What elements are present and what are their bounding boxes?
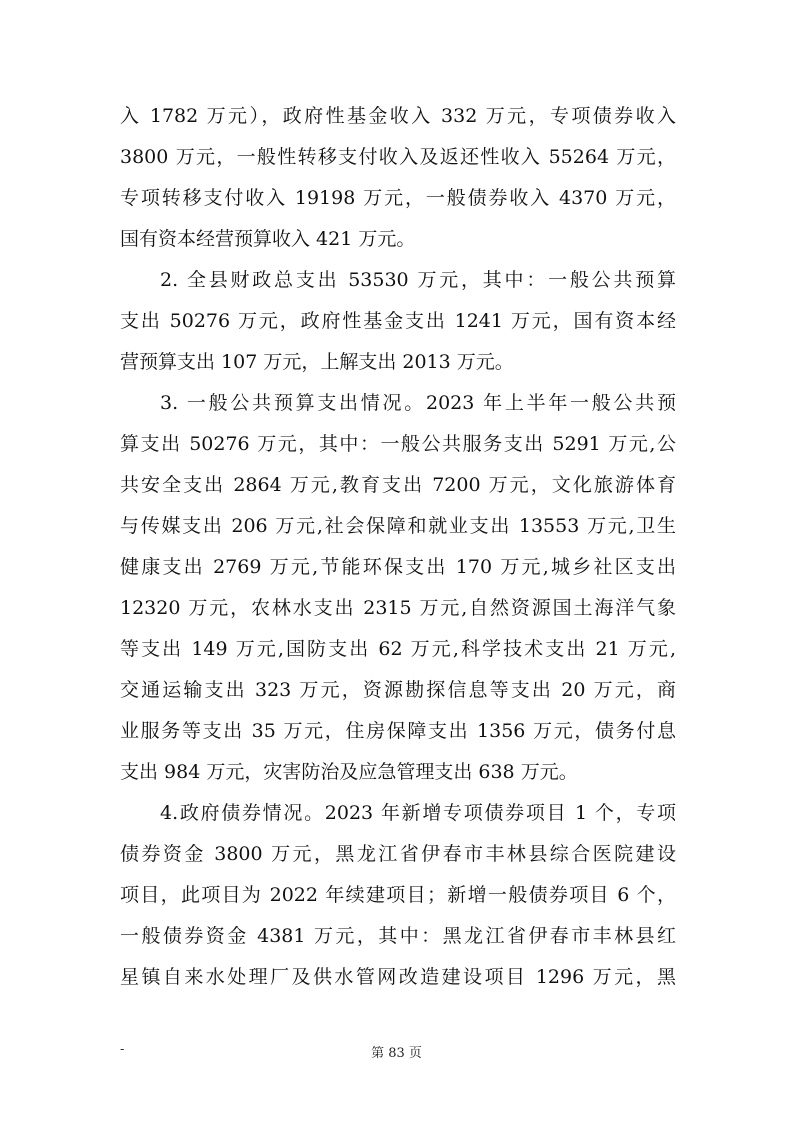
text-line: 国有资本经营预算收入 421 万元。 [120, 228, 416, 250]
text-line: 2. 全县财政总支出 53530 万元，其中：一般公共预算 [160, 269, 676, 291]
page-footer [0, 1042, 793, 1066]
text-line: 等支出 149 万元,国防支出 62 万元,科学技术支出 21 万元, [120, 638, 676, 660]
text-line: 交通运输支出 323 万元，资源勘探信息等支出 20 万元，商 [120, 679, 676, 701]
page-number: 第 83 页 [371, 1046, 422, 1061]
text-line: 3800 万元，一般性转移支付收入及返还性收入 55264 万元， [120, 146, 676, 168]
text-line: 4.政府债券情况。2023 年新增专项债券项目 1 个，专项 [160, 802, 676, 824]
footer-mark: - [120, 1042, 125, 1057]
paragraph [120, 383, 676, 793]
text-line: 项目，此项目为 2022 年续建项目；新增一般债券项目 6 个， [120, 884, 676, 906]
text-line: 支出 50276 万元，政府性基金支出 1241 万元，国有资本经 [120, 310, 676, 332]
text-line: 12320 万元，农林水支出 2315 万元,自然资源国土海洋气象 [120, 597, 676, 619]
text-line: 与传媒支出 206 万元,社会保障和就业支出 13553 万元,卫生 [120, 515, 676, 537]
text-line: 算支出 50276 万元，其中：一般公共服务支出 5291 万元,公 [120, 433, 676, 455]
paragraph [120, 793, 676, 998]
text-line: 一般债券资金 4381 万元，其中：黑龙江省伊春市丰林县红 [120, 925, 676, 947]
text-line: 营预算支出 107 万元，上解支出 2013 万元。 [120, 351, 514, 373]
paragraph [120, 260, 676, 383]
text-line: 共安全支出 2864 万元,教育支出 7200 万元，文化旅游体育 [120, 474, 676, 496]
text-line: 支出 984 万元，灾害防治及应急管理支出 638 万元。 [120, 761, 578, 783]
document-body [120, 96, 676, 998]
text-line: 星镇自来水处理厂及供水管网改造建设项目 1296 万元，黑 [120, 966, 676, 988]
text-line: 3. 一般公共预算支出情况。2023 年上半年一般公共预 [160, 392, 676, 414]
text-line: 债券资金 3800 万元，黑龙江省伊春市丰林县综合医院建设 [120, 843, 676, 865]
text-line: 入 1782 万元），政府性基金收入 332 万元，专项债券收入 [120, 105, 676, 127]
text-line: 专项转移支付收入 19198 万元，一般债券收入 4370 万元， [120, 187, 676, 209]
paragraph [120, 96, 676, 260]
text-line: 业服务等支出 35 万元，住房保障支出 1356 万元，债务付息 [120, 720, 676, 742]
text-line: 健康支出 2769 万元,节能环保支出 170 万元,城乡社区支出 [120, 556, 676, 578]
